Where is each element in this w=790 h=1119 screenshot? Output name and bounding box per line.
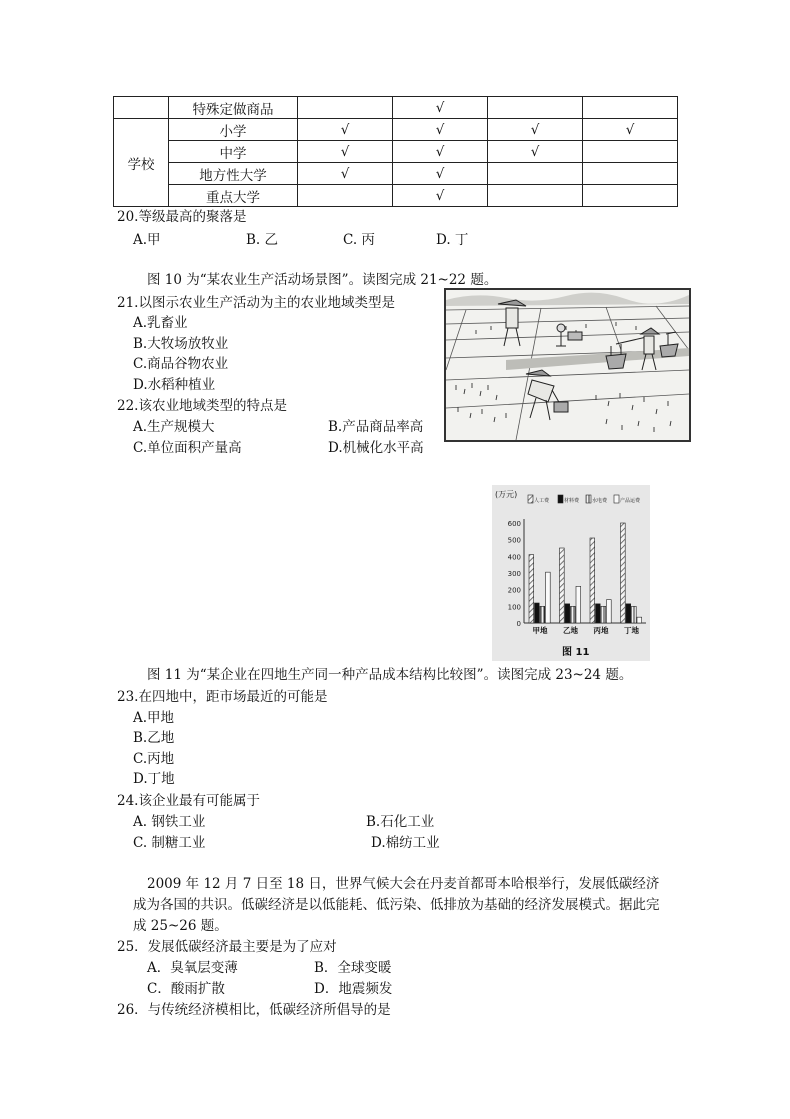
rice-paddy-scene	[446, 290, 689, 440]
bar	[571, 606, 576, 623]
q24-option-a: A. 钢铁工业	[133, 814, 206, 830]
bar	[637, 617, 642, 623]
y-tick-label: 500	[507, 536, 521, 545]
cost-structure-chart	[492, 485, 650, 661]
q20-option-a: A.甲	[133, 232, 161, 248]
legend-label: 人工费	[534, 498, 550, 504]
q25-option-b: B．全球变暖	[314, 960, 392, 976]
legend-swatch	[528, 495, 533, 503]
table-cell: √	[488, 119, 583, 141]
table-row-label: 重点大学	[169, 185, 298, 207]
bar	[596, 604, 601, 623]
passage-line-1: 2009 年 12 月 7 日至 18 日，世界气候大会在丹麦首都哥本哈根举行，发展低碳经济	[147, 876, 660, 892]
q22-option-b: B.产品商品率高	[328, 419, 424, 435]
table-row-label: 特殊定做商品	[169, 97, 298, 119]
q24-option-b: B.石化工业	[366, 814, 435, 830]
table-group-cell: 学校	[114, 119, 169, 207]
bar	[540, 606, 545, 623]
table-row-label: 中学	[169, 141, 298, 163]
q23-option-a: A.甲地	[133, 710, 175, 726]
legend-swatch	[558, 495, 563, 503]
x-tick-label: 甲地	[532, 626, 548, 635]
x-tick-label: 丁地	[624, 626, 639, 635]
q25-stem: 25．发展低碳经济最主要是为了应对	[117, 939, 337, 955]
q22-option-c: C.单位面积产量高	[133, 440, 242, 456]
q24-option-d: D.棉纺工业	[371, 835, 440, 851]
table-cell: √	[488, 141, 583, 163]
table-cell: √	[393, 119, 488, 141]
y-tick-label: 300	[507, 570, 521, 578]
table-cell: √	[583, 119, 678, 141]
y-tick-label: 600	[507, 520, 521, 528]
legend-swatch	[614, 495, 619, 503]
table-cell: √	[298, 163, 393, 185]
bar	[565, 604, 570, 623]
table-row	[114, 163, 678, 185]
q20-option-d: D. 丁	[436, 232, 469, 248]
q25-option-c: C．酸雨扩散	[147, 981, 225, 997]
table-cell	[298, 97, 393, 119]
table-cell	[583, 185, 678, 207]
table-row-label: 小学	[169, 119, 298, 141]
table-cell: √	[393, 185, 488, 207]
q21-option-a: A.乳畜业	[133, 315, 188, 331]
table-row	[114, 119, 678, 141]
x-tick-label: 乙地	[563, 626, 578, 635]
chart-title: 图 11	[562, 647, 590, 658]
bar	[621, 523, 626, 623]
q21-option-b: B.大牧场放牧业	[133, 336, 229, 352]
q23-option-b: B.乙地	[133, 730, 175, 746]
bar	[590, 538, 595, 623]
table-cell	[488, 97, 583, 119]
y-tick-label: 0	[516, 620, 521, 628]
chart-bars	[529, 523, 642, 623]
table-row	[114, 185, 678, 207]
q22-option-a: A.生产规模大	[133, 419, 215, 435]
q22-stem: 22.该农业地域类型的特点是	[117, 398, 287, 414]
table-cell: √	[393, 163, 488, 185]
bar	[535, 603, 540, 623]
bar	[626, 604, 631, 623]
q24-stem: 24.该企业最有可能属于	[117, 793, 260, 809]
bar	[607, 600, 612, 623]
chart-y-unit: (万元)	[495, 490, 518, 499]
bar	[560, 548, 565, 623]
table-cell	[488, 185, 583, 207]
legend-label: 产品运费	[620, 498, 641, 504]
q26-stem: 26．与传统经济模相比，低碳经济所倡导的是	[117, 1002, 391, 1018]
intro-figure-11: 图 11 为“某企业在四地生产同一种产品成本结构比较图”。读图完成 23~24 题。	[147, 667, 633, 683]
bar	[601, 606, 606, 623]
y-tick-label: 100	[507, 603, 521, 612]
x-tick-label: 丙地	[593, 626, 609, 635]
y-tick-label: 400	[507, 553, 521, 562]
chart-legend	[528, 495, 641, 504]
table-cell	[583, 141, 678, 163]
table-row-label: 地方性大学	[169, 163, 298, 185]
passage-line-3: 成 25~26 题。	[133, 918, 228, 934]
q20-option-c: C. 丙	[343, 232, 375, 248]
y-tick-label: 200	[507, 586, 521, 595]
table-cell: √	[393, 141, 488, 163]
table-cell: √	[393, 97, 488, 119]
q22-option-d: D.机械化水平高	[328, 440, 424, 456]
table-cell	[488, 163, 583, 185]
bar	[632, 606, 637, 623]
bar	[529, 555, 534, 623]
table-cell	[583, 163, 678, 185]
table-row	[114, 141, 678, 163]
table-row	[114, 97, 678, 119]
q24-option-c: C. 制糖工业	[133, 835, 206, 851]
table-group-cell	[114, 97, 169, 119]
q20-stem: 20.等级最高的聚落是	[117, 209, 247, 225]
table-cell	[583, 97, 678, 119]
passage-line-2: 成为各国的共识。低碳经济是以低能耗、低污染、低排放为基础的经济发展模式。据此完	[133, 897, 660, 913]
table-cell: √	[298, 119, 393, 141]
table-cell: √	[298, 141, 393, 163]
bar	[576, 586, 581, 623]
q23-stem: 23.在四地中，距市场最近的可能是	[117, 689, 328, 705]
q25-option-a: A．臭氧层变薄	[147, 960, 238, 976]
figure-10-rice-paddy-illustration	[444, 288, 691, 442]
q21-option-c: C.商品谷物农业	[133, 356, 229, 372]
legend-label: 材料费	[564, 498, 580, 504]
legend-swatch	[586, 495, 591, 503]
legend-label: 水电费	[592, 498, 608, 504]
intro-figure-10: 图 10 为“某农业生产活动场景图”。读图完成 21~22 题。	[147, 272, 498, 288]
q25-option-d: D．地震频发	[314, 981, 393, 997]
bar	[546, 572, 551, 623]
figure-11-chart	[492, 485, 650, 661]
q20-option-b: B. 乙	[246, 232, 279, 248]
q23-option-d: D.丁地	[133, 771, 175, 787]
q21-stem: 21.以图示农业生产活动为主的农业地域类型是	[117, 295, 395, 311]
q23-option-c: C.丙地	[133, 751, 175, 767]
table-cell	[298, 185, 393, 207]
chart-x-ticks	[533, 625, 640, 635]
settlement-service-table	[113, 96, 678, 207]
q21-option-d: D.水稻种植业	[133, 377, 216, 393]
